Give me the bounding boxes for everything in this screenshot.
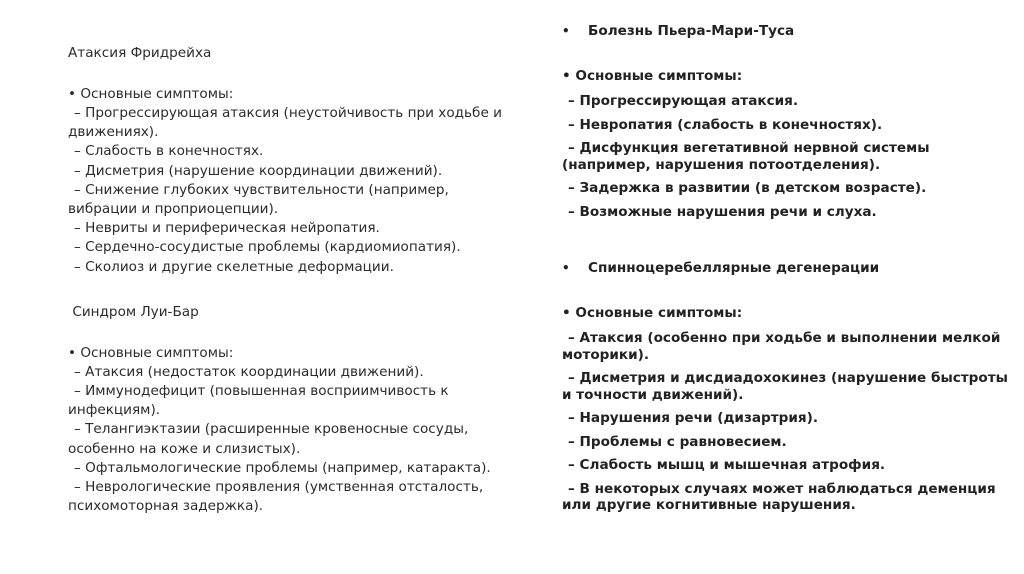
symptom-item: – Телангиэктазии (расширенные кровеносные сосуды, особенно на коже и слизистых). bbox=[68, 421, 473, 457]
symptom-item: – Нарушения речи (дизартрия). bbox=[568, 410, 819, 426]
symptom-item: – Прогрессирующая атаксия. bbox=[568, 93, 799, 109]
symptom-item: – В некоторых случаях может наблюдаться деменция или другие когнитивные нарушения. bbox=[562, 480, 1001, 513]
symptom-item: – Сколиоз и другие скелетные деформации. bbox=[74, 258, 394, 275]
symptom-item: – Атаксия (особенно при ходьбе и выполнении мелкой моторики). bbox=[562, 330, 1006, 363]
section-heading-text: Спинноцеребеллярные дегенерации bbox=[588, 260, 880, 276]
heading-gap bbox=[68, 63, 520, 85]
bullet-icon: • bbox=[562, 261, 570, 275]
symptoms-label: • Основные симптомы: bbox=[68, 86, 234, 102]
item-gap bbox=[562, 474, 1014, 481]
heading-gap bbox=[562, 41, 1014, 67]
symptom-item: – Слабость мышц и мышечная атрофия. bbox=[568, 457, 886, 473]
section-heading: Синдром Луи-Бар bbox=[68, 303, 199, 320]
right-text-column bbox=[562, 22, 1014, 521]
item-gap bbox=[562, 173, 1014, 180]
symptom-item: – Дисметрия (нарушение координации движений). bbox=[74, 162, 443, 179]
item-gap bbox=[562, 450, 1014, 457]
symptom-item: – Иммунодефицит (повышенная восприимчивость к инфекциям). bbox=[68, 383, 453, 419]
symptom-item: – Слабость в конечностях. bbox=[74, 143, 264, 160]
symptom-item: – Невриты и периферическая нейропатия. bbox=[74, 220, 380, 237]
section-heading: Атаксия Фридрейха bbox=[68, 45, 212, 61]
section-heading bbox=[562, 22, 1014, 41]
section-gap bbox=[68, 277, 520, 303]
label-gap bbox=[562, 86, 1014, 93]
item-gap bbox=[562, 110, 1014, 117]
symptom-item: – Сердечно-сосудистые проблемы (кардиомиопатия). bbox=[74, 239, 461, 256]
section-heading bbox=[562, 259, 1014, 278]
symptom-item: – Атаксия (недостаток координации движений). bbox=[74, 363, 424, 380]
symptom-item: – Дисметрия и дисдиадохокинез (нарушение быстроты и точности движений). bbox=[562, 370, 1013, 403]
item-gap bbox=[562, 403, 1014, 410]
symptom-item: – Возможные нарушения речи и слуха. bbox=[568, 203, 877, 220]
symptoms-label: • Основные симптомы: bbox=[68, 344, 234, 361]
item-gap bbox=[562, 133, 1014, 140]
symptom-item: – Проблемы с равновесием. bbox=[568, 433, 787, 450]
section-heading-text: Болезнь Пьера-Мари-Туса bbox=[588, 23, 795, 39]
bullet-icon: • bbox=[562, 24, 570, 38]
symptom-item: – Снижение глубоких чувствительности (например, вибрации и проприоцепции). bbox=[68, 181, 454, 218]
section-gap bbox=[562, 227, 1014, 259]
item-gap bbox=[562, 220, 1014, 227]
item-gap bbox=[562, 197, 1014, 204]
symptom-item: – Неврологические проявления (умственная отсталость, психомоторная задержка). bbox=[68, 479, 488, 515]
symptoms-label: • Основные симптомы: bbox=[562, 305, 743, 321]
label-gap bbox=[562, 323, 1014, 330]
symptom-item: – Дисфункция вегетативной нервной системы (например, нарушения потоотделения). bbox=[562, 140, 935, 173]
symptoms-label: • Основные симптомы: bbox=[562, 68, 743, 84]
item-gap bbox=[562, 427, 1014, 434]
symptom-item: – Невропатия (слабость в конечностях). bbox=[568, 116, 883, 133]
heading-gap bbox=[68, 322, 520, 344]
symptom-item: – Прогрессирующая атаксия (неустойчивость при ходьбе и движениях). bbox=[68, 105, 507, 141]
item-gap bbox=[562, 363, 1014, 370]
symptom-item: – Задержка в развитии (в детском возрасте). bbox=[568, 180, 927, 196]
left-text-column bbox=[68, 44, 520, 516]
heading-gap bbox=[562, 278, 1014, 304]
item-gap bbox=[562, 514, 1014, 521]
symptom-item: – Офтальмологические проблемы (например, катаракта). bbox=[74, 459, 491, 476]
